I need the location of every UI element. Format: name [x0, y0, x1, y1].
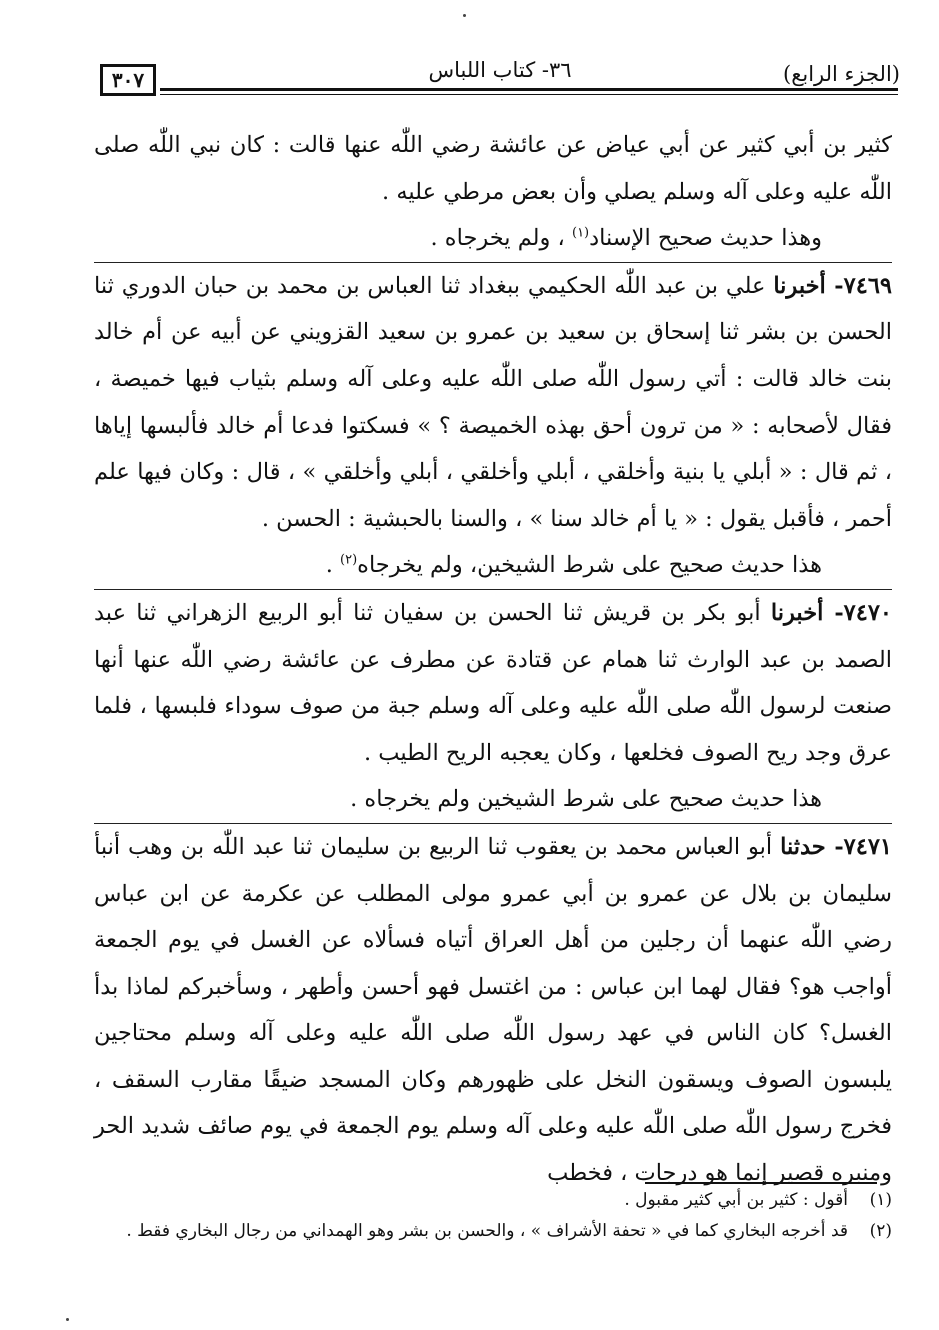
hadith-text: أبو العباس محمد بن يعقوب ثنا الربيع بن سليمان ثنا عبد اللّٰه بن وهب أنبأ سليمان بن بلال عن عمرو بن أبي عمرو مولى المطلب عن عكرمة عن ابن عباس رضي اللّٰه عنهما أن رجلين من أهل العراق أتياه فسألاه عن الغسل في يوم الجمعة أواجب هو؟ فقال لهما ابن عباس : من اغتسل فهو أحسن وأطهر ، وسأخبركم لماذا بدأ الغسل؟ كان الناس في عهد رسول اللّٰه صلى اللّٰه عليه وعلى آله وسلم محتاجين يلبسون الصوف ويسقون النخل على ظهورهم وكان المسجد ضيقًا مقارب السقف ، فخرج رسول اللّٰه صلى اللّٰه عليه وعلى آله وسلم يوم الجمعة في يوم صائف شديد الحر ومنبره قصير إنما هو درجات ، فخطب — [94, 833, 892, 1187]
grading-tail: . — [325, 552, 341, 579]
main-text — [94, 122, 892, 1197]
hadith-number: ٧٤٧١ — [843, 833, 893, 860]
grading-tail: ، ولم يخرجاه . — [430, 225, 572, 252]
chapter-title: ٣٦- كتاب اللباس — [428, 58, 572, 82]
hadith-7471: ٧٤٧١- حدثنا أبو العباس محمد بن يعقوب ثنا الربيع بن سليمان ثنا عبد اللّٰه بن وهب أنبأ سليمان بن بلال عن عمرو بن أبي عمرو مولى المطلب عن عكرمة عن ابن عباس رضي اللّٰه عنهما أن رجلين من أهل العراق أتياه فسألاه عن الغسل في يوم الجمعة أواجب هو؟ فقال لهما ابن عباس : من اغتسل فهو أحسن وأطهر ، وسأخبركم لماذا بدأ الغسل؟ كان الناس في عهد رسول اللّٰه صلى اللّٰه عليه وعلى آله وسلم محتاجين يلبسون الصوف ويسقون النخل على ظهورهم وكان المسجد ضيقًا مقارب السقف ، فخرج رسول اللّٰه صلى اللّٰه عليه وعلى آله وسلم يوم الجمعة في يوم صائف شديد الحر ومنبره قصير إنما هو درجات ، فخطب — [94, 823, 892, 1197]
footnote-text: أقول : كثير بن أبي كثير مقبول . — [624, 1190, 848, 1210]
grading-text: وهذا حديث صحيح الإسناد — [589, 225, 822, 252]
page-header — [100, 52, 900, 102]
hadith-text: علي بن عبد اللّٰه الحكيمي ببغداد ثنا العباس بن محمد بن حبان الدوري ثنا الحسن بن بشر ثنا إسحاق بن سعيد بن عمرو بن سعيد القزويني عن أبيه عن أم خالد بنت خالد قالت : أتي رسول اللّٰه صلى اللّٰه عليه وعلى آله وسلم بثياب فيها خميصة ، فقال لأصحابه : « من ترون أحق بهذه الخميصة ؟ » فسكتوا فدعا أم خالد فألبسها إياها ، ثم قال : « أبلي يا بنية وأخلقي ، أبلي وأخلقي ، أبلي وأخلقي » ، قال : وكان فيها علم أحمر ، فأقبل يقول : « يا أم خالد سنا » ، والسنا بالحبشية : الحسن . — [94, 272, 892, 532]
volume-label: (الجزء الرابع) — [783, 62, 900, 86]
footnote-2 — [80, 1217, 892, 1246]
footnote-ref: (١) — [571, 225, 590, 241]
scan-speck — [463, 14, 466, 17]
narration-verb: أخبرنا — [770, 599, 824, 626]
footnote-ref: (٢) — [340, 552, 358, 568]
hadith-text: أبو بكر بن قريش ثنا الحسن بن سفيان ثنا أبو الربيع الزهراني ثنا عبد الصمد بن عبد الوارث ثنا همام عن قتادة عن مطرف عن عائشة رضي اللّٰه عنها أنها صنعت لرسول اللّٰه صلى اللّٰه عليه وعلى آله وسلم جبة من صوف سوداء فلبسها ، فلما عرق وجد ريح الصوف فخلعها ، وكان يعجبه الريح الطيب . — [94, 599, 892, 766]
intro-text: كثير بن أبي كثير عن أبي عياض عن عائشة رضي اللّٰه عنها قالت : كان نبي اللّٰه صلى اللّٰه عليه وعلى آله وسلم يصلي وأن بعض مرطي عليه . — [94, 132, 892, 205]
grading-text: هذا حديث صحيح على شرط الشيخين ولم يخرجاه . — [350, 786, 822, 813]
footnote-number: (١) — [869, 1190, 892, 1210]
header-rule-thin — [160, 94, 898, 95]
scan-speck — [66, 1318, 69, 1321]
grading-text: هذا حديث صحيح على شرط الشيخين، ولم يخرجاه — [357, 552, 822, 579]
footnote-text: قد أخرجه البخاري كما في « تحفة الأشراف » ، والحسن بن بشر وهو الهمداني من رجال البخاري فقط . — [126, 1221, 848, 1241]
hadith-number: ٧٤٧٠ — [843, 599, 893, 626]
intro-grading — [94, 215, 892, 262]
hadith-number: ٧٤٦٩ — [843, 272, 892, 299]
hadith-7470-grading — [94, 776, 892, 823]
narration-verb: حدثنا — [780, 833, 826, 860]
footnote-1 — [80, 1186, 892, 1215]
header-rule-thick — [160, 88, 898, 91]
footnote-number: (٢) — [869, 1221, 892, 1241]
hadith-7469: ٧٤٦٩- أخبرنا علي بن عبد اللّٰه الحكيمي ببغداد ثنا العباس بن محمد بن حبان الدوري ثنا الحسن بن بشر ثنا إسحاق بن سعيد بن عمرو بن سعيد القزويني عن أبيه عن أم خالد بنت خالد قالت : أتي رسول اللّٰه صلى اللّٰه عليه وعلى آله وسلم بثياب فيها خميصة ، فقال لأصحابه : « من ترون أحق بهذه الخميصة ؟ » فسكتوا فدعا أم خالد فألبسها إياها ، ثم قال : « أبلي يا بنية وأخلقي ، أبلي وأخلقي ، أبلي وأخلقي » ، قال : وكان فيها علم أحمر ، فأقبل يقول : « يا أم خالد سنا » ، والسنا بالحبشية : الحسن . — [94, 262, 892, 543]
hadith-7470: ٧٤٧٠- أخبرنا أبو بكر بن قريش ثنا الحسن بن سفيان ثنا أبو الربيع الزهراني ثنا عبد الصمد بن عبد الوارث ثنا همام عن قتادة عن مطرف عن عائشة رضي اللّٰه عنها أنها صنعت لرسول اللّٰه صلى اللّٰه عليه وعلى آله وسلم جبة من صوف سوداء فلبسها ، فلما عرق وجد ريح الصوف فخلعها ، وكان يعجبه الريح الطيب . — [94, 589, 892, 776]
footnotes — [80, 1186, 892, 1248]
hadith-7469-grading — [94, 542, 892, 589]
footnote-separator — [645, 1182, 877, 1184]
narration-verb: أخبرنا — [773, 272, 826, 299]
page-number: ٣٠٧ — [100, 64, 156, 96]
